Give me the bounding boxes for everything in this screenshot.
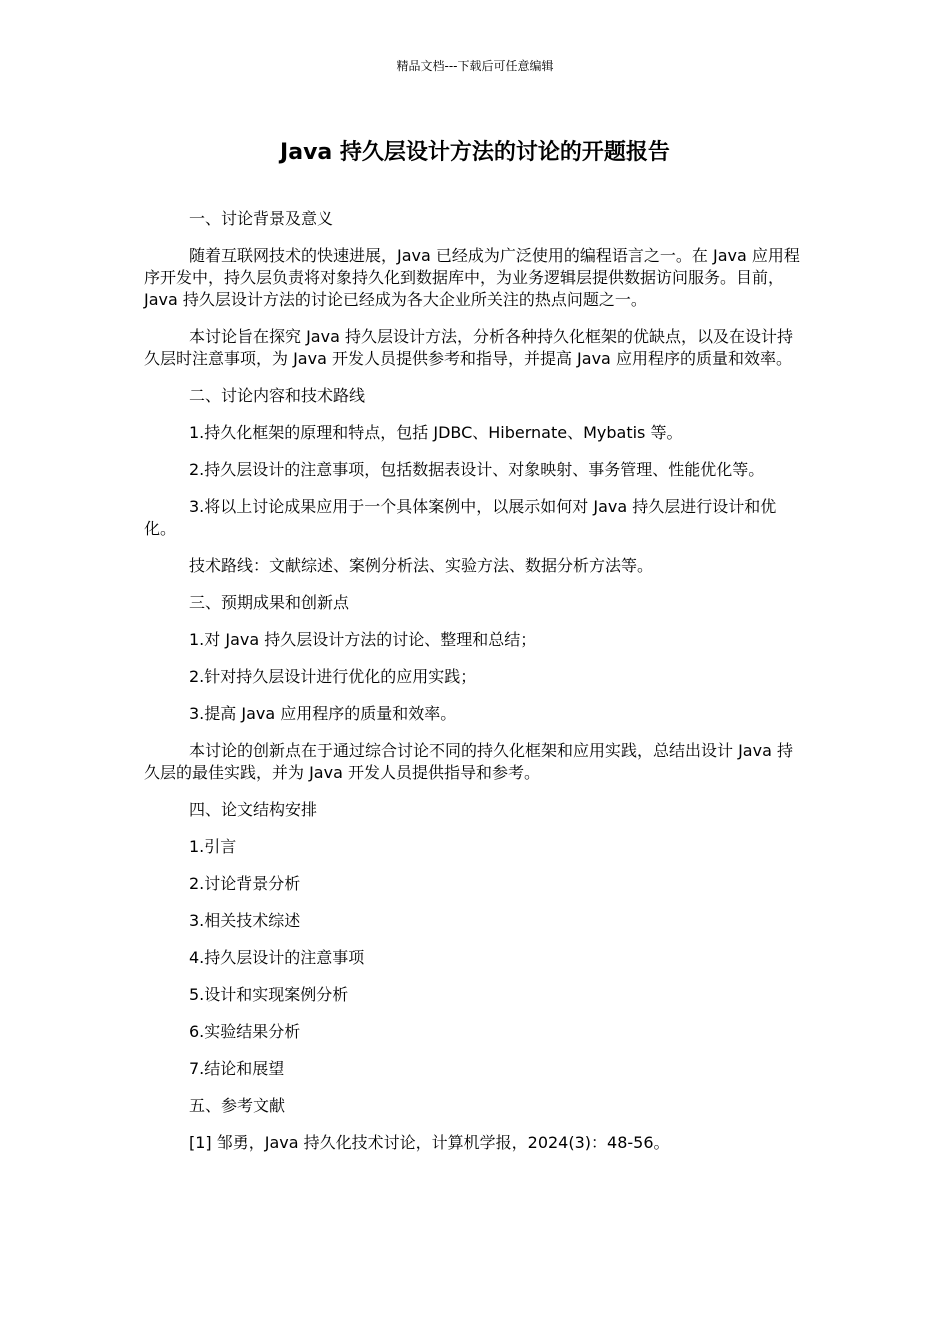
page-header: 精品文档---下载后可任意编辑 (396, 59, 554, 73)
document-title: Java 持久层设计方法的讨论的开题报告 (280, 140, 670, 165)
section-heading-outcomes: 三、预期成果和创新点 (189, 593, 350, 612)
section-heading-structure: 四、论文结构安排 (189, 800, 318, 819)
list-item-outcome-2: 2.针对持久层设计进行优化的应用实践； (189, 667, 477, 686)
list-item-structure-3: 3.相关技术综述 (189, 911, 301, 930)
paragraph-innovation: 本讨论的创新点在于通过综合讨论不同的持久化框架和应用实践，总结出设计 Java 持久层的最佳实践，并为 Java 开发人员提供指导和参考。 (144, 741, 793, 782)
list-item-content-2: 2.持久层设计的注意事项，包括数据表设计、对象映射、事务管理、性能优化等。 (189, 460, 765, 479)
list-item-structure-4: 4.持久层设计的注意事项 (189, 948, 365, 967)
list-item-structure-5: 5.设计和实现案例分析 (189, 985, 349, 1004)
list-item-content-1: 1.持久化框架的原理和特点，包括 JDBC、Hibernate、Mybatis 等。 (189, 423, 683, 442)
section-heading-background: 一、讨论背景及意义 (189, 209, 334, 228)
reference-item-1: [1] 邹勇，Java 持久化技术讨论，计算机学报，2024(3)：48-56。 (189, 1133, 670, 1152)
list-item-structure-6: 6.实验结果分析 (189, 1022, 301, 1041)
paragraph-purpose: 本讨论旨在探究 Java 持久层设计方法，分析各种持久化框架的优缺点，以及在设计持久层时注意事项，为 Java 开发人员提供参考和指导，并提高 Java 应用程序的质量和效率。 (144, 327, 793, 368)
list-item-outcome-1: 1.对 Java 持久层设计方法的讨论、整理和总结； (189, 630, 537, 649)
section-heading-references: 五、参考文献 (189, 1096, 286, 1115)
list-item-structure-7: 7.结论和展望 (189, 1059, 285, 1078)
list-item-outcome-3: 3.提高 Java 应用程序的质量和效率。 (189, 704, 457, 723)
list-item-structure-1: 1.引言 (189, 837, 237, 856)
paragraph-background: 随着互联网技术的快速进展，Java 已经成为广泛使用的编程语言之一。在 Java 应用程序开发中，持久层负责将对象持久化到数据库中，为业务逻辑层提供数据访问服务。目前，Java 持久层设计方法的讨论已经成为各大企业所关注的热点问题之一。 (144, 246, 800, 309)
document-body (144, 208, 808, 1169)
paragraph-tech-route: 技术路线：文献综述、案例分析法、实验方法、数据分析方法等。 (189, 556, 654, 575)
section-heading-content: 二、讨论内容和技术路线 (189, 386, 366, 405)
list-item-structure-2: 2.讨论背景分析 (189, 874, 301, 893)
list-item-content-3: 3.将以上讨论成果应用于一个具体案例中，以展示如何对 Java 持久层进行设计和优化。 (144, 497, 777, 538)
